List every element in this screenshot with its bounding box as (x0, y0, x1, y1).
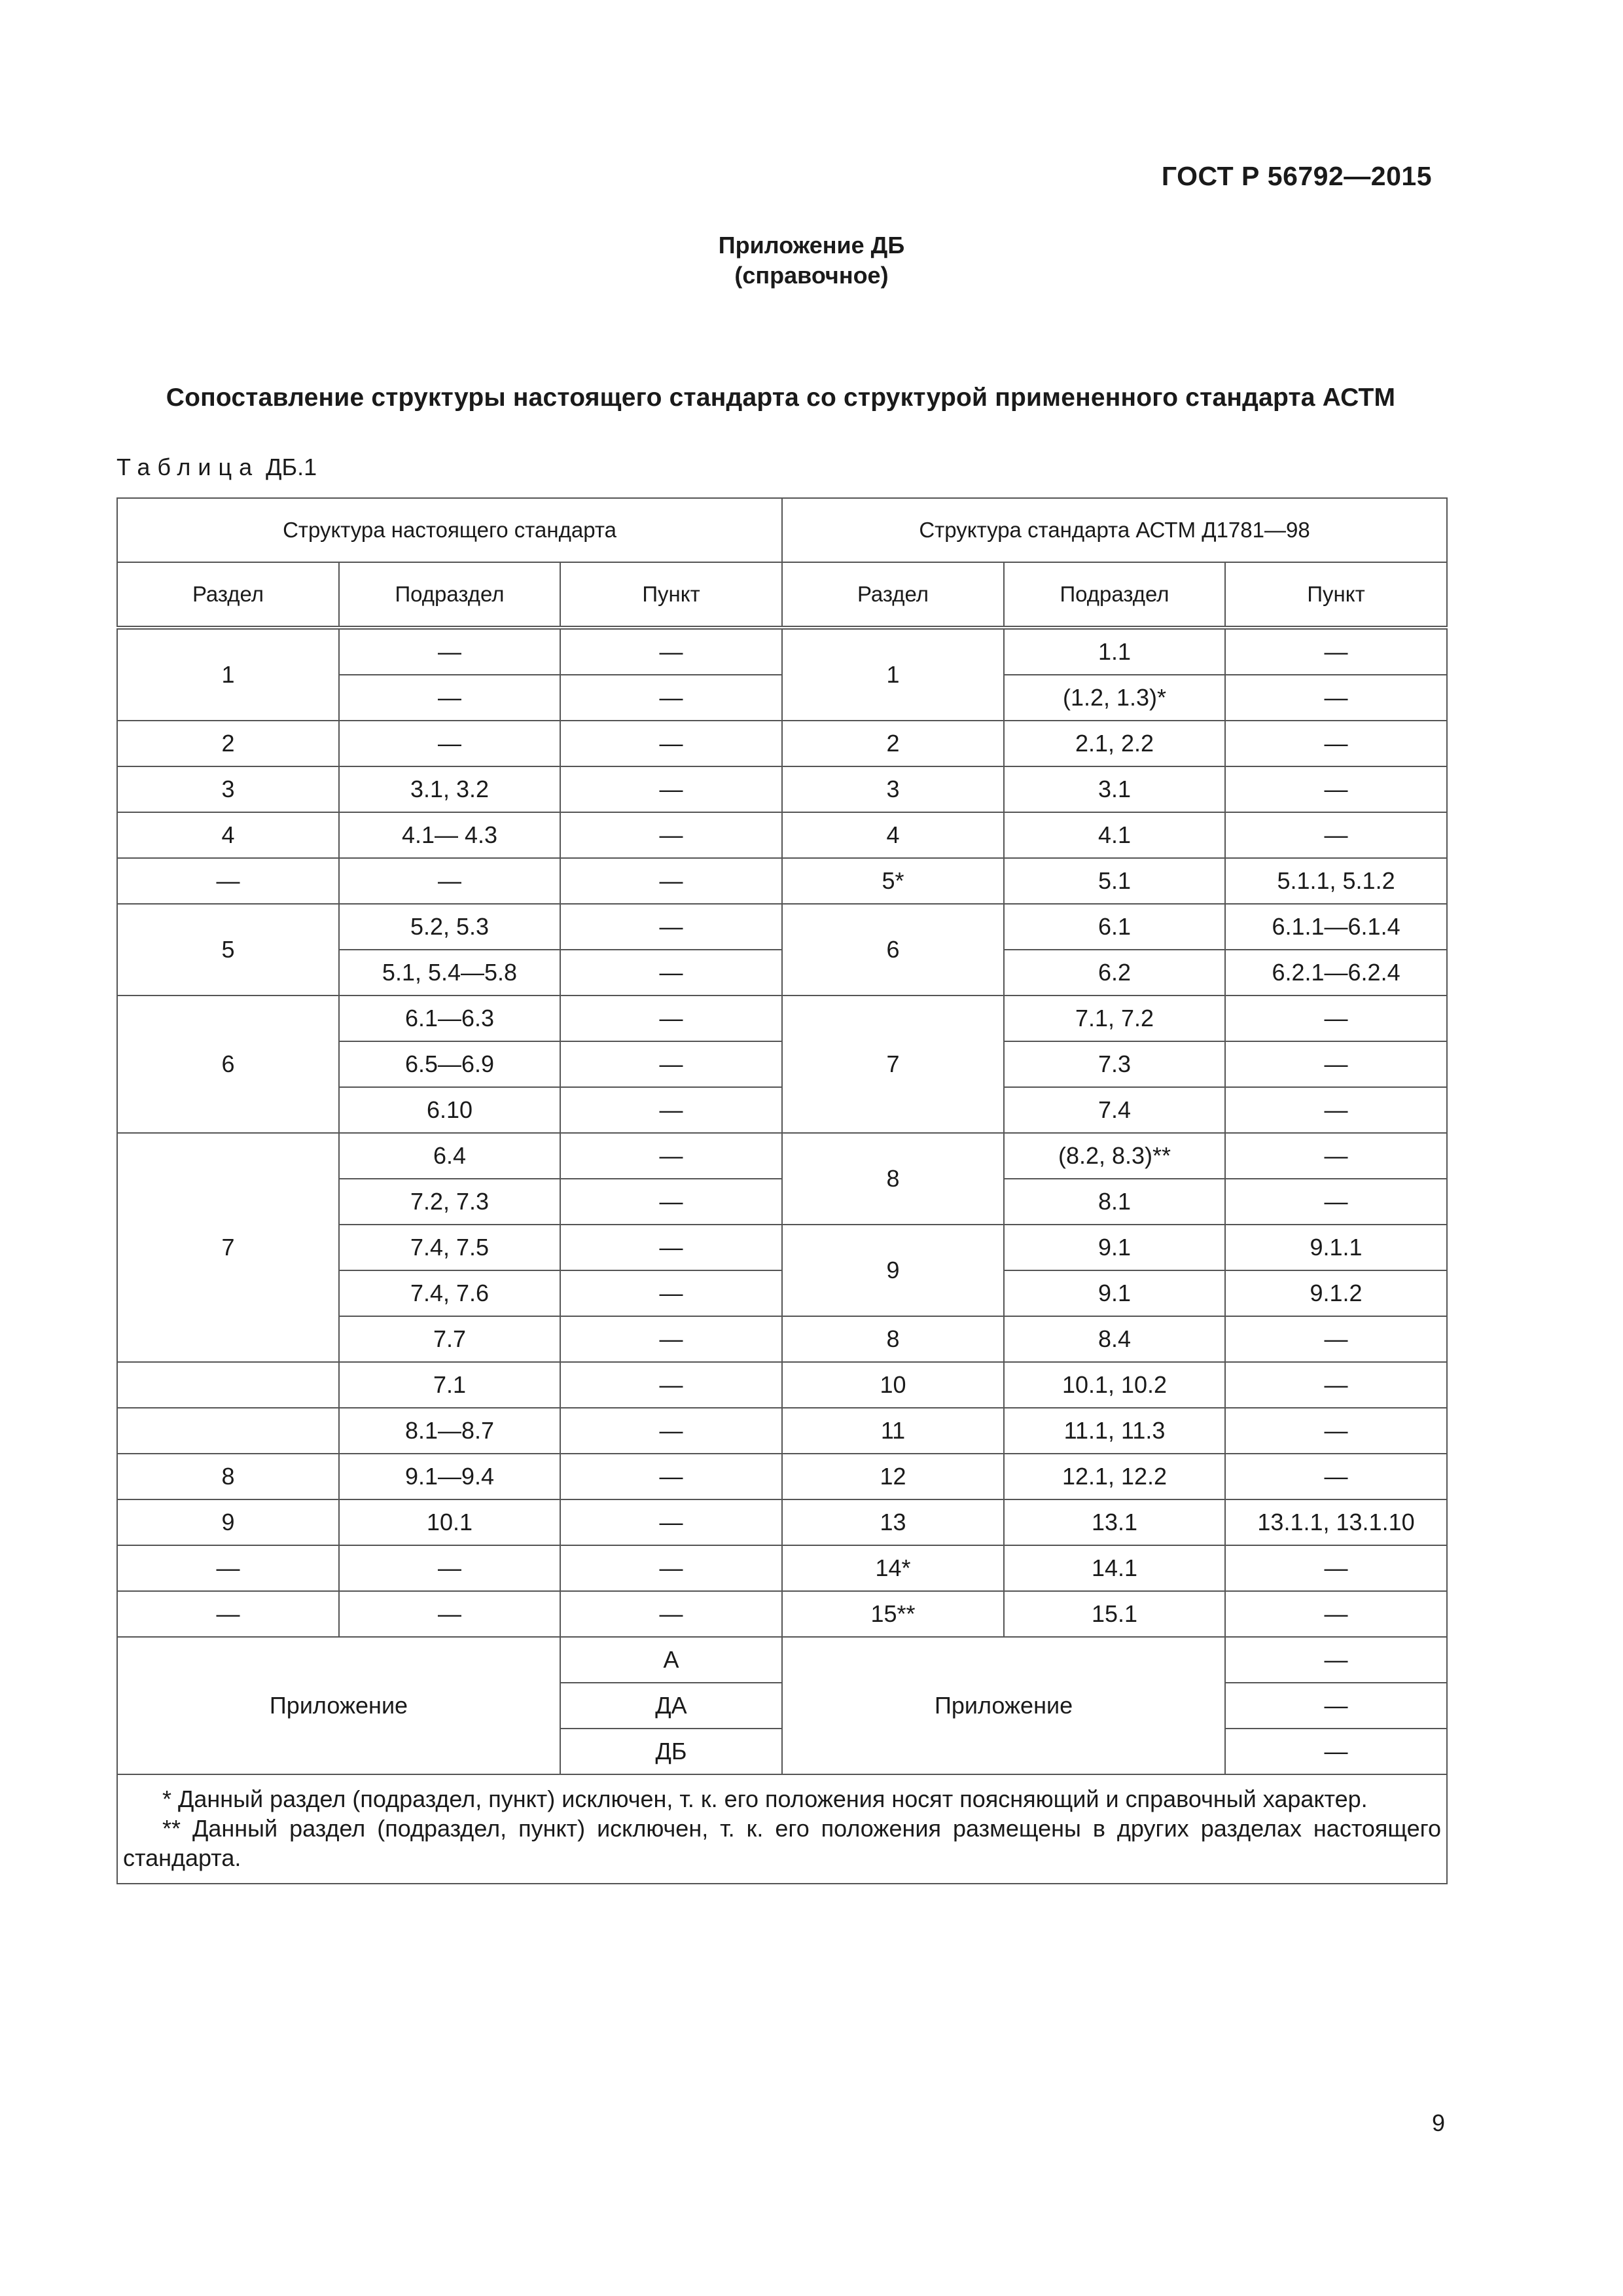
header-col-item: Пункт (1225, 562, 1447, 628)
table-row (117, 1362, 1447, 1408)
cell-left-item: — (560, 904, 782, 950)
header-col-section: Раздел (117, 562, 339, 628)
cell-left-subsection: 7.4, 7.5 (339, 1225, 560, 1270)
cell-right-item: — (1225, 996, 1447, 1041)
cell-left-item: — (560, 1362, 782, 1408)
cell-left-item: — (560, 812, 782, 858)
cell-left-subsection: 6.10 (339, 1087, 560, 1133)
appendix-heading (0, 230, 1623, 291)
cell-right-item: — (1225, 1041, 1447, 1087)
cell-right-section: 1 (782, 628, 1004, 721)
cell-left-section: 1 (117, 628, 339, 721)
cell-right-item: — (1225, 1133, 1447, 1179)
cell-right-section: 6 (782, 904, 1004, 996)
table-row (117, 1133, 1447, 1179)
cell-left-appendix-letter: А (560, 1637, 782, 1683)
cell-left-subsection: 3.1, 3.2 (339, 766, 560, 812)
cell-right-item: — (1225, 721, 1447, 766)
cell-right-subsection: (1.2, 1.3)* (1004, 675, 1225, 721)
table-subheader-row (117, 562, 1447, 628)
cell-right-subsection: 12.1, 12.2 (1004, 1454, 1225, 1499)
cell-right-subsection: 7.3 (1004, 1041, 1225, 1087)
table-row (117, 904, 1447, 950)
cell-left-item: — (560, 996, 782, 1041)
table-row (117, 812, 1447, 858)
cell-left-section: 8 (117, 1454, 339, 1499)
cell-left-subsection: — (339, 858, 560, 904)
cell-right-section: 7 (782, 996, 1004, 1133)
cell-left-subsection: 5.1, 5.4—5.8 (339, 950, 560, 996)
document-code: ГОСТ Р 56792—2015 (1161, 161, 1432, 191)
cell-right-item: 5.1.1, 5.1.2 (1225, 858, 1447, 904)
cell-left-subsection: — (339, 1591, 560, 1637)
cell-right-item: — (1225, 675, 1447, 721)
cell-right-subsection: 15.1 (1004, 1591, 1225, 1637)
footnote-2 (123, 1814, 1441, 1873)
cell-right-item: 13.1.1, 13.1.10 (1225, 1499, 1447, 1545)
cell-left-appendix-letter: ДА (560, 1683, 782, 1729)
cell-right-item: — (1225, 812, 1447, 858)
cell-right-appendix-item: — (1225, 1683, 1447, 1729)
table-row (117, 1454, 1447, 1499)
table-row (117, 721, 1447, 766)
footnote-1-text: * Данный раздел (подраздел, пункт) исключен, т. к. его положения носят поясняющий и справочный характер. (162, 1785, 1368, 1812)
cell-right-item: — (1225, 1087, 1447, 1133)
page-number: 9 (1431, 2109, 1445, 2136)
cell-right-subsection: 11.1, 11.3 (1004, 1408, 1225, 1454)
cell-left-subsection: 7.7 (339, 1316, 560, 1362)
cell-left-item: — (560, 675, 782, 721)
cell-right-appendix-item: — (1225, 1637, 1447, 1683)
cell-left-section: 4 (117, 812, 339, 858)
cell-left-item: — (560, 721, 782, 766)
cell-right-appendix-label: Приложение (782, 1637, 1225, 1774)
cell-right-item: — (1225, 1362, 1447, 1408)
header-col-section: Раздел (782, 562, 1004, 628)
cell-right-item: — (1225, 1454, 1447, 1499)
cell-right-section: 12 (782, 1454, 1004, 1499)
cell-left-subsection: 5.2, 5.3 (339, 904, 560, 950)
cell-right-section: 3 (782, 766, 1004, 812)
cell-right-section: 8 (782, 1133, 1004, 1225)
cell-right-subsection: 8.4 (1004, 1316, 1225, 1362)
cell-left-item: — (560, 950, 782, 996)
cell-left-subsection: 6.1—6.3 (339, 996, 560, 1041)
cell-right-section: 11 (782, 1408, 1004, 1454)
cell-left-subsection: 8.1—8.7 (339, 1408, 560, 1454)
cell-left-appendix-label: Приложение (117, 1637, 560, 1774)
cell-right-subsection: 9.1 (1004, 1225, 1225, 1270)
cell-left-subsection: — (339, 1545, 560, 1591)
cell-left-item: — (560, 1179, 782, 1225)
table-row (117, 858, 1447, 904)
cell-right-item: 9.1.1 (1225, 1225, 1447, 1270)
cell-right-item: — (1225, 1591, 1447, 1637)
cell-right-section: 15** (782, 1591, 1004, 1637)
header-col-subsection: Подраздел (1004, 562, 1225, 628)
cell-left-subsection: — (339, 628, 560, 675)
header-col-subsection: Подраздел (339, 562, 560, 628)
cell-right-subsection: 5.1 (1004, 858, 1225, 904)
appendix-row (117, 1637, 1447, 1683)
cell-left-item: — (560, 1454, 782, 1499)
page-title: Сопоставление структуры настоящего стандарта со структурой примененного стандарта АСТМ (166, 384, 1396, 412)
cell-left-item: — (560, 1225, 782, 1270)
cell-right-subsection: 6.2 (1004, 950, 1225, 996)
cell-left-item: — (560, 858, 782, 904)
cell-right-item: — (1225, 628, 1447, 675)
header-current-standard: Структура настоящего стандарта (117, 498, 782, 562)
cell-left-section: — (117, 1591, 339, 1637)
cell-left-section (117, 1408, 339, 1454)
appendix-title: Приложение ДБ (718, 232, 905, 259)
cell-right-item: 6.1.1—6.1.4 (1225, 904, 1447, 950)
cell-right-section: 13 (782, 1499, 1004, 1545)
cell-left-section: 5 (117, 904, 339, 996)
table-row (117, 766, 1447, 812)
cell-left-appendix-letter: ДБ (560, 1729, 782, 1774)
cell-right-item: 6.2.1—6.2.4 (1225, 950, 1447, 996)
cell-left-subsection: 6.4 (339, 1133, 560, 1179)
table-caption (116, 454, 317, 481)
header-astm-standard: Структура стандарта АСТМ Д1781—98 (782, 498, 1447, 562)
structure-comparison-table (116, 497, 1448, 1884)
cell-left-item: — (560, 1545, 782, 1591)
cell-left-item: — (560, 1133, 782, 1179)
table-row (117, 1591, 1447, 1637)
cell-right-subsection: 9.1 (1004, 1270, 1225, 1316)
cell-left-subsection: 7.4, 7.6 (339, 1270, 560, 1316)
header-col-item: Пункт (560, 562, 782, 628)
cell-left-subsection: — (339, 721, 560, 766)
cell-left-item: — (560, 1316, 782, 1362)
table-row (117, 996, 1447, 1041)
cell-right-subsection: 4.1 (1004, 812, 1225, 858)
cell-left-item: — (560, 1041, 782, 1087)
cell-right-item: — (1225, 1316, 1447, 1362)
cell-right-section: 2 (782, 721, 1004, 766)
cell-right-subsection: 7.4 (1004, 1087, 1225, 1133)
cell-right-subsection: 13.1 (1004, 1499, 1225, 1545)
appendix-subtitle: (справочное) (734, 262, 889, 289)
cell-right-subsection: 2.1, 2.2 (1004, 721, 1225, 766)
cell-left-section (117, 1362, 339, 1408)
cell-right-section: 8 (782, 1316, 1004, 1362)
cell-left-item: — (560, 766, 782, 812)
cell-right-item: — (1225, 1179, 1447, 1225)
cell-left-section: 7 (117, 1133, 339, 1362)
cell-left-subsection: — (339, 675, 560, 721)
cell-right-section: 4 (782, 812, 1004, 858)
cell-left-section: — (117, 858, 339, 904)
cell-right-subsection: 6.1 (1004, 904, 1225, 950)
cell-left-section: 2 (117, 721, 339, 766)
cell-left-subsection: 9.1—9.4 (339, 1454, 560, 1499)
footnote-2-text: ** Данный раздел (подраздел, пункт) исключен, т. к. его положения размещены в других разделах настоящего стандарта. (123, 1815, 1442, 1871)
cell-left-section: 9 (117, 1499, 339, 1545)
cell-right-section: 5* (782, 858, 1004, 904)
cell-left-item: — (560, 1591, 782, 1637)
cell-right-subsection: (8.2, 8.3)** (1004, 1133, 1225, 1179)
cell-right-item: — (1225, 766, 1447, 812)
table-row (117, 1408, 1447, 1454)
cell-right-subsection: 1.1 (1004, 628, 1225, 675)
cell-left-subsection: 7.2, 7.3 (339, 1179, 560, 1225)
cell-left-subsection: 6.5—6.9 (339, 1041, 560, 1087)
table-row (117, 1545, 1447, 1591)
table-row (117, 628, 1447, 675)
cell-left-item: — (560, 1408, 782, 1454)
footnote-1 (123, 1784, 1441, 1814)
cell-right-item: 9.1.2 (1225, 1270, 1447, 1316)
cell-right-subsection: 3.1 (1004, 766, 1225, 812)
cell-right-subsection: 8.1 (1004, 1179, 1225, 1225)
table-footnotes-row (117, 1774, 1447, 1884)
table-footnotes (117, 1774, 1447, 1884)
cell-left-item: — (560, 1499, 782, 1545)
table-row (117, 1499, 1447, 1545)
cell-left-item: — (560, 1087, 782, 1133)
cell-right-subsection: 10.1, 10.2 (1004, 1362, 1225, 1408)
cell-left-item: — (560, 1270, 782, 1316)
cell-right-section: 10 (782, 1362, 1004, 1408)
table-caption-word: Таблица (116, 454, 260, 480)
cell-left-subsection: 10.1 (339, 1499, 560, 1545)
cell-left-subsection: 7.1 (339, 1362, 560, 1408)
cell-left-section: 3 (117, 766, 339, 812)
cell-left-section: 6 (117, 996, 339, 1133)
cell-right-section: 9 (782, 1225, 1004, 1316)
table-caption-number: ДБ.1 (266, 454, 317, 480)
cell-right-subsection: 7.1, 7.2 (1004, 996, 1225, 1041)
table-header-row (117, 498, 1447, 562)
cell-left-subsection: 4.1— 4.3 (339, 812, 560, 858)
cell-left-item: — (560, 628, 782, 675)
cell-right-subsection: 14.1 (1004, 1545, 1225, 1591)
cell-right-section: 14* (782, 1545, 1004, 1591)
cell-right-item: — (1225, 1545, 1447, 1591)
cell-right-item: — (1225, 1408, 1447, 1454)
cell-left-section: — (117, 1545, 339, 1591)
cell-right-appendix-item: — (1225, 1729, 1447, 1774)
